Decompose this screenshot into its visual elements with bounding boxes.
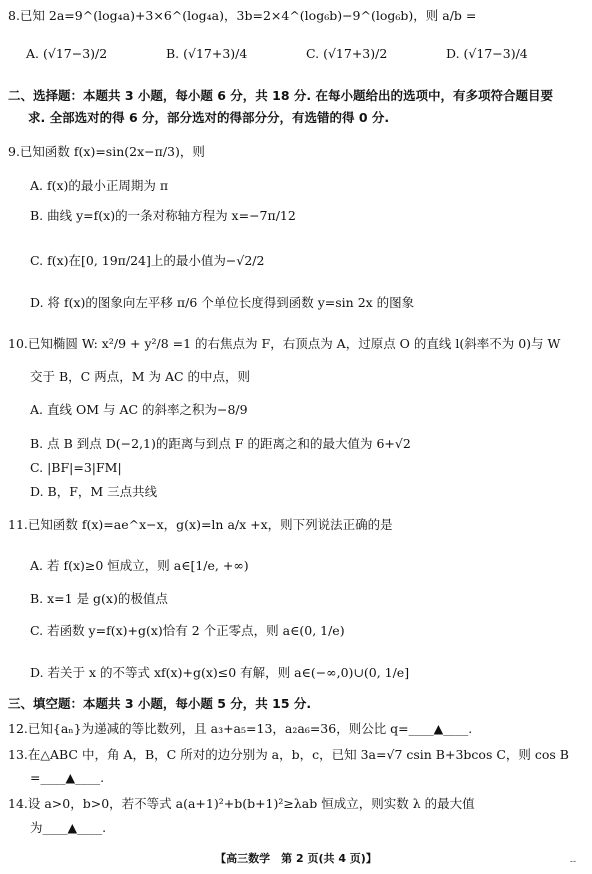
q8-option-c: C. (√17+3)/2 [306, 46, 388, 61]
q10-option-b: B. 点 B 到点 D(−2,1)的距离与到点 F 的距离之和的最大值为 6+√2 [30, 436, 411, 451]
q9-option-d: D. 将 f(x)的图象向左平移 π/6 个单位长度得到函数 y=sin 2x 的图象 [30, 295, 415, 310]
section2-header-line1: 二、选择题：本题共 3 小题，每小题 6 分，共 18 分. 在每小题给出的选项中，有多项符合题目要 [8, 88, 554, 103]
q11-option-c: C. 若函数 y=f(x)+g(x)恰有 2 个正零点，则 a∈(0, 1/e) [30, 623, 345, 638]
q14-line2: 为____▲____. [30, 820, 107, 835]
q10-option-d: D. B，F，M 三点共线 [30, 484, 158, 499]
corner-mark: -- [569, 857, 576, 867]
q9-stem: 9.已知函数 f(x)=sin(2x−π/3)，则 [8, 144, 205, 159]
q14-line1: 14.设 a>0，b>0，若不等式 a(a+1)²+b(b+1)²≥λab 恒成立，则实数 λ 的最大值 [8, 796, 475, 811]
q12-text: 12.已知{aₙ}为递减的等比数列，且 a₃+a₅=13，a₂a₆=36，则公比 q=____▲____. [8, 721, 473, 736]
page-footer: 【高三数学 第 2 页(共 4 页)】 [215, 852, 377, 865]
q11-stem: 11.已知函数 f(x)=ae^x−x，g(x)=ln a/x +x，则下列说法正确的是 [8, 517, 393, 532]
q8-option-a: A. (√17−3)/2 [26, 46, 108, 61]
section2-header-line2: 求. 全部选对的得 6 分，部分选对的得部分分，有选错的得 0 分. [28, 110, 390, 125]
q10-option-a: A. 直线 OM 与 AC 的斜率之积为−8/9 [30, 402, 248, 417]
q8-stem: 8.已知 2a=9^(log₄a)+3×6^(log₄a)，3b=2×4^(log₆b)−9^(log₆b)，则 a/b = [8, 8, 477, 23]
section3-header: 三、填空题：本题共 3 小题，每小题 5 分，共 15 分. [8, 696, 312, 711]
q13-line1: 13.在△ABC 中，角 A，B，C 所对的边分别为 a，b，c，已知 3a=√7 csin B+3bcos C，则 cos B [8, 747, 569, 762]
q10-option-c: C. |BF|=3|FM| [30, 460, 122, 475]
q10-stem-line2: 交于 B，C 两点，M 为 AC 的中点，则 [30, 369, 251, 384]
q10-stem-line1: 10.已知椭圆 W: x²/9 + y²/8 =1 的右焦点为 F，右顶点为 A，过原点 O 的直线 l(斜率不为 0)与 W [8, 336, 561, 351]
q9-option-a: A. f(x)的最小正周期为 π [30, 178, 169, 193]
q13-line2: =____▲____. [30, 770, 105, 785]
q9-option-c: C. f(x)在[0, 19π/24]上的最小值为−√2/2 [30, 253, 265, 268]
q8-option-b: B. (√17+3)/4 [166, 46, 248, 61]
q9-option-b: B. 曲线 y=f(x)的一条对称轴方程为 x=−7π/12 [30, 208, 296, 223]
q11-option-b: B. x=1 是 g(x)的极值点 [30, 591, 168, 606]
q11-option-a: A. 若 f(x)≥0 恒成立，则 a∈[1/e, +∞) [30, 558, 249, 573]
q11-option-d: D. 若关于 x 的不等式 xf(x)+g(x)≤0 有解，则 a∈(−∞,0)∪(0, 1/e] [30, 665, 410, 680]
q8-option-d: D. (√17−3)/4 [446, 46, 528, 61]
